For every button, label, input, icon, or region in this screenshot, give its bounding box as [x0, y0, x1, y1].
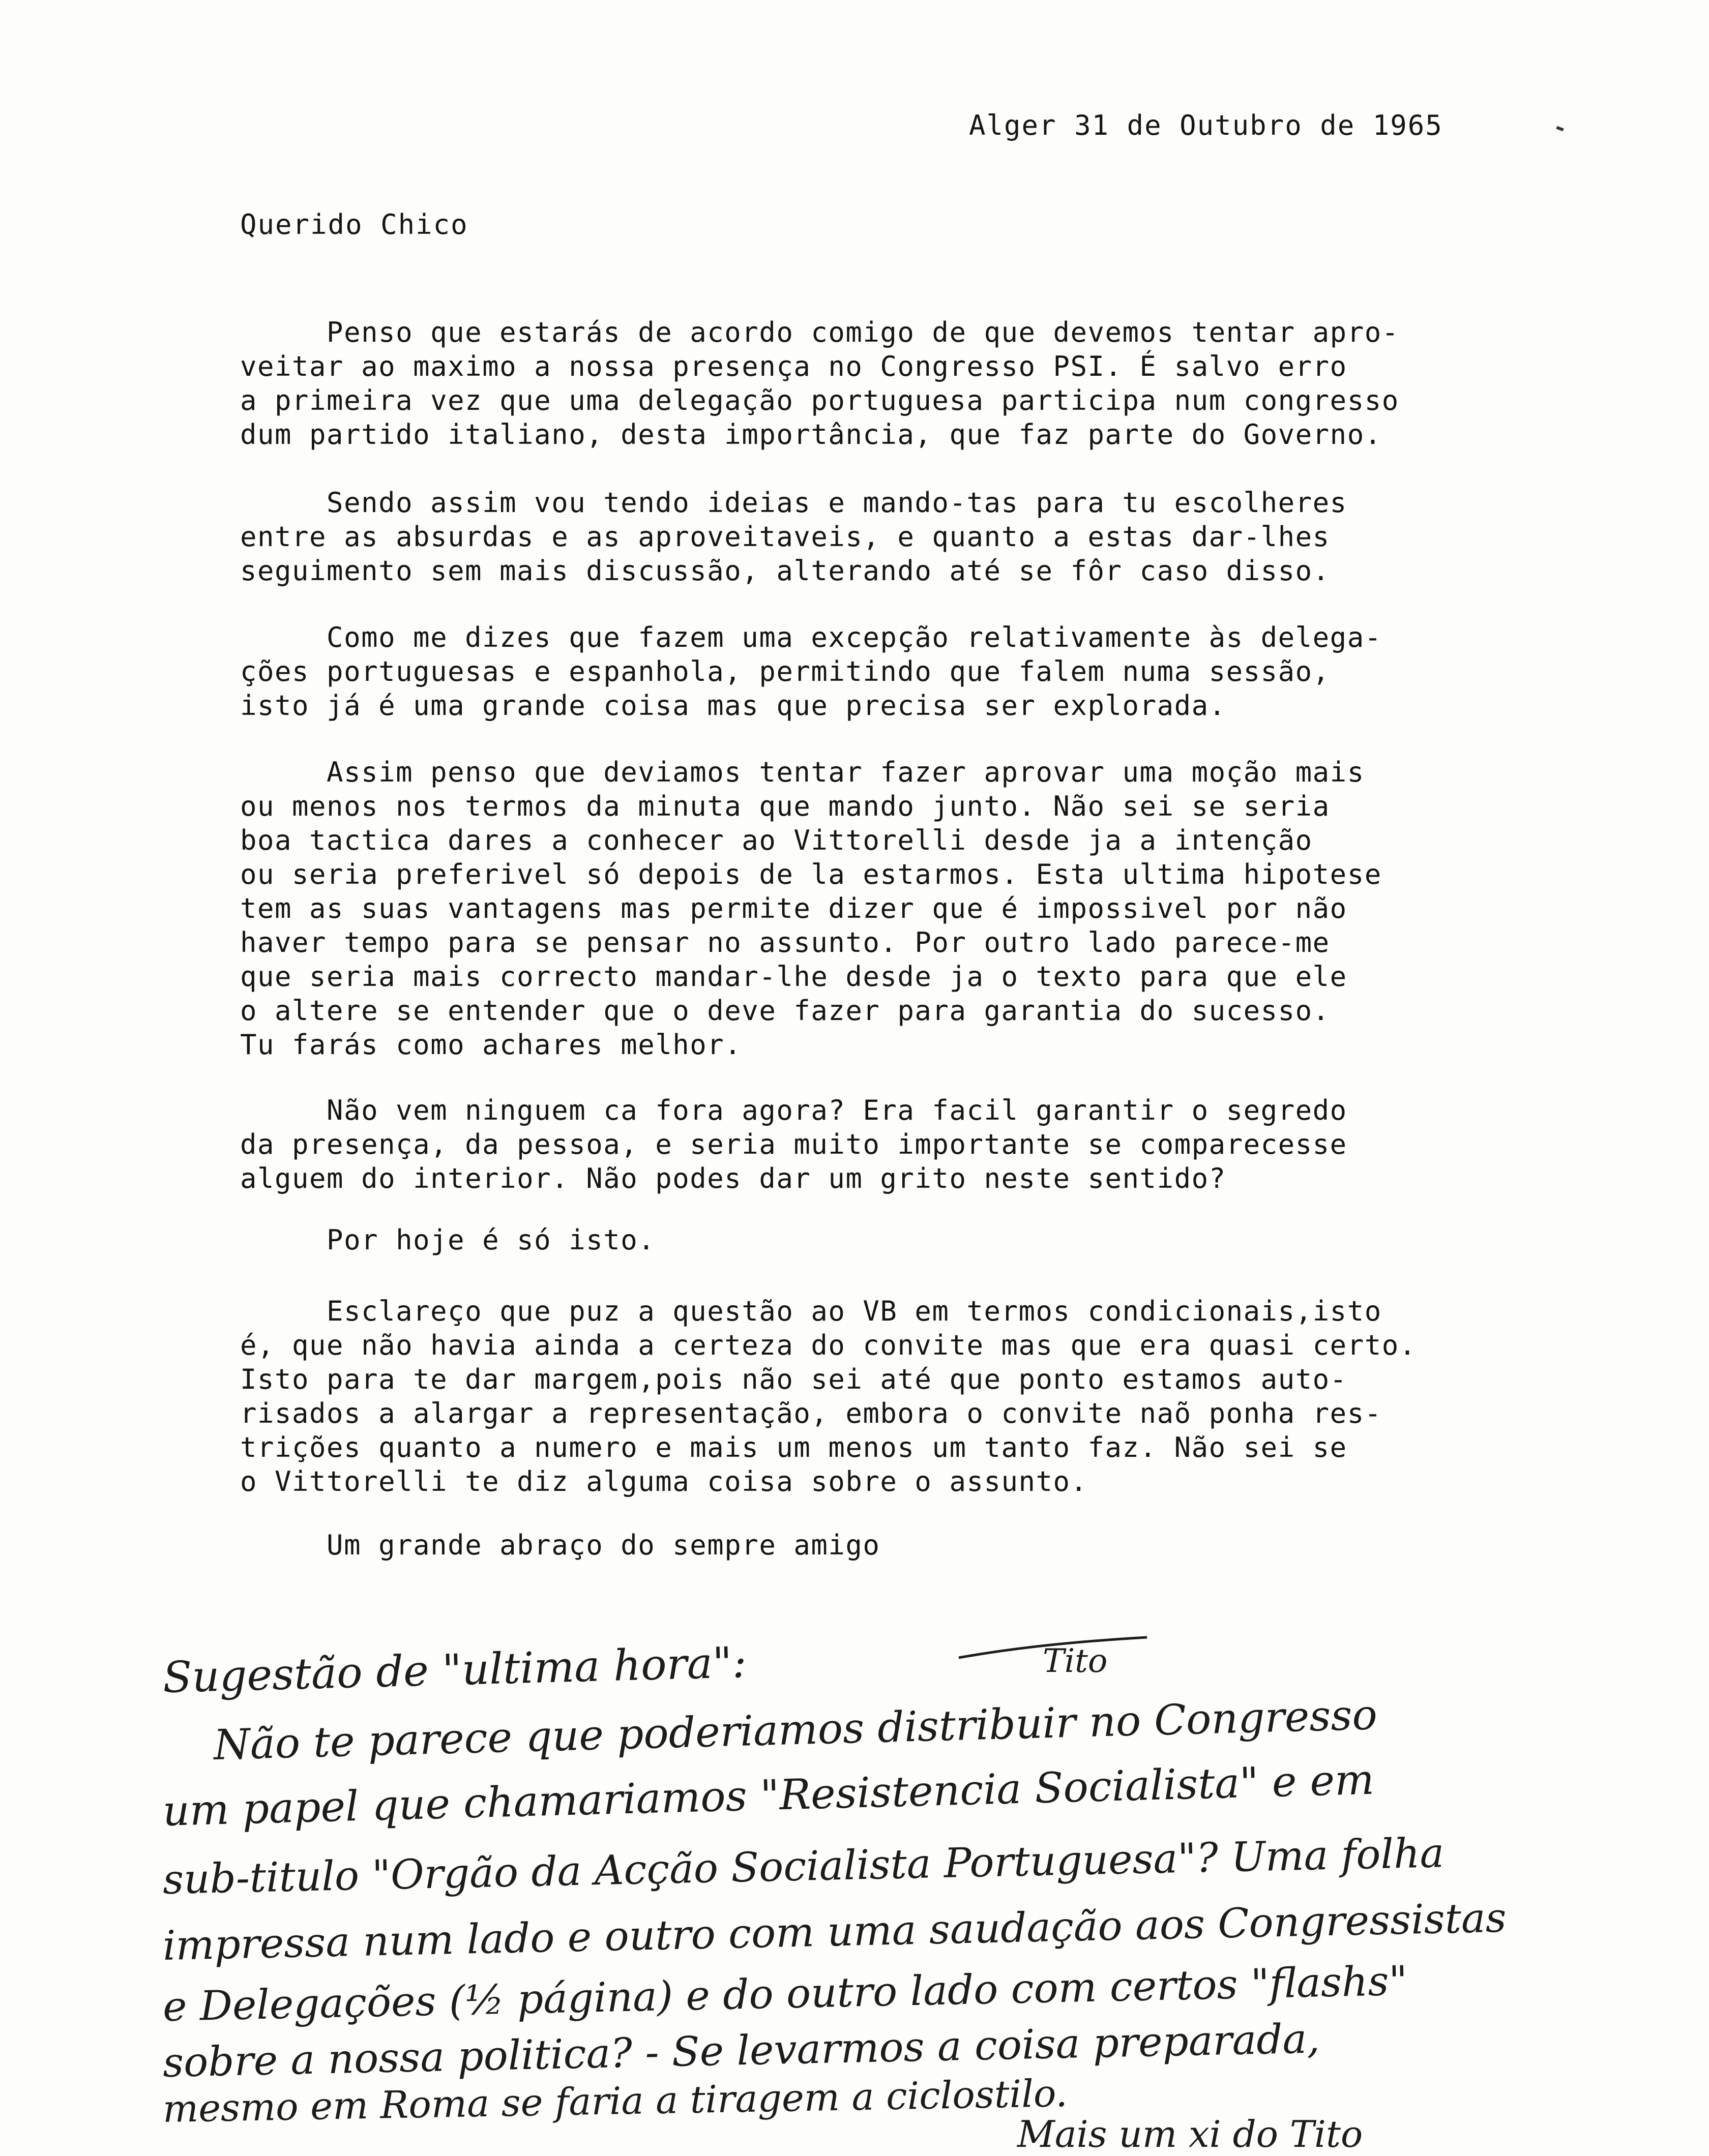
paragraph-line: tem as suas vantagens mas permite dizer que é impossivel por não: [240, 892, 1347, 924]
handwritten-line: mesmo em Roma se faria a tiragem a ciclostilo.: [162, 2071, 1068, 2131]
paragraph-line: Não vem ninguem ca fora agora? Era facil garantir o segredo: [240, 1094, 1347, 1126]
paragraph-8: [240, 1528, 880, 1562]
paragraph-line: veitar ao maximo a nossa presença no Congresso PSI. É salvo erro: [240, 350, 1347, 382]
paragraph-line: Isto para te dar margem,pois não sei até que ponto estamos auto-: [240, 1363, 1347, 1395]
paragraph-2: [240, 486, 1347, 588]
paragraph-line: isto já é uma grande coisa mas que precisa ser explorada.: [240, 690, 1226, 722]
paragraph-3: [240, 620, 1382, 723]
paragraph-line: a primeira vez que uma delegação portuguesa participa num congresso: [240, 384, 1399, 416]
handwritten-line: Não te parece que poderiamos distribuir no Congresso: [213, 1691, 1378, 1770]
paragraph-line: risados a alargar a representação, embora o convite naõ ponha res-: [240, 1397, 1382, 1429]
paragraph-line: da presença, da pessoa, e seria muito importante se comparecesse: [240, 1128, 1347, 1160]
paragraph-7: [240, 1294, 1417, 1499]
handwritten-closing: Mais um xi do Tito: [1017, 2113, 1363, 2155]
paragraph-line: Um grande abraço do sempre amigo: [240, 1529, 880, 1561]
paragraph-line: Penso que estarás de acordo comigo de que devemos tentar apro-: [240, 316, 1399, 348]
dateline: Alger 31 de Outubro de 1965: [969, 109, 1443, 141]
handwritten-line: sobre a nossa politica? - Se levarmos a coisa preparada,: [162, 2015, 1320, 2086]
paragraph-line: dum partido italiano, desta importância, que faz parte do Governo.: [240, 418, 1382, 451]
paragraph-line: Por hoje é só isto.: [240, 1224, 656, 1256]
paragraph-line: Como me dizes que fazem uma excepção relativamente às delega-: [240, 621, 1382, 653]
paragraph-line: ções portuguesas e espanhola, permitindo que falem numa sessão,: [240, 655, 1330, 687]
paragraph-4: [240, 755, 1382, 1062]
signature: Tito: [1043, 1642, 1108, 1680]
paragraph-line: ou menos nos termos da minuta que mando junto. Não sei se seria: [240, 790, 1330, 822]
paragraph-1: [240, 315, 1399, 452]
paragraph-line: Esclareço que puz a questão ao VB em termos condicionais,isto: [240, 1295, 1382, 1327]
paragraph-line: ou seria preferivel só depois de la estarmos. Esta ultima hipotese: [240, 858, 1382, 890]
salutation: Querido Chico: [240, 208, 468, 241]
paragraph-line: haver tempo para se pensar no assunto. Por outro lado parece-me: [240, 926, 1330, 959]
paragraph-line: entre as absurdas e as aproveitaveis, e quanto a estas dar-lhes: [240, 521, 1330, 553]
paragraph-line: o Vittorelli te diz alguma coisa sobre o assunto.: [240, 1465, 1088, 1498]
handwritten-line: um papel que chamariamos "Resistencia Socialista" e em: [162, 1755, 1375, 1836]
stray-mark: [1556, 126, 1564, 131]
paragraph-line: Tu farás como achares melhor.: [240, 1029, 742, 1061]
paragraph-line: alguem do interior. Não podes dar um grito neste sentido?: [240, 1162, 1226, 1194]
paragraph-line: seguimento sem mais discussão, alterando até se fôr caso disso.: [240, 555, 1330, 587]
paragraph-line: Sendo assim vou tendo ideias e mando-tas para tu escolheres: [240, 487, 1347, 519]
paragraph-6: [240, 1223, 655, 1257]
handwritten-line: impressa num lado e outro com uma saudação aos Congressistas: [162, 1894, 1507, 1969]
paragraph-5: [240, 1093, 1347, 1195]
paragraph-line: é, que não havia ainda a certeza do convite mas que era quasi certo.: [240, 1329, 1417, 1361]
paragraph-line: boa tactica dares a conhecer ao Vittorelli desde ja a intenção: [240, 824, 1313, 856]
paragraph-line: trições quanto a numero e mais um menos um tanto faz. Não sei se: [240, 1431, 1347, 1463]
paragraph-line: o altere se entender que o deve fazer para garantia do sucesso.: [240, 995, 1330, 1027]
handwritten-line: Sugestão de "ultima hora":: [162, 1637, 747, 1702]
paragraph-line: Assim penso que deviamos tentar fazer aprovar uma moção mais: [240, 756, 1365, 788]
handwritten-line: e Delegações (½ página) e do outro lado com certos "flashs": [162, 1957, 1408, 2030]
paragraph-line: que seria mais correcto mandar-lhe desde ja o texto para que ele: [240, 961, 1347, 993]
handwritten-line: sub-titulo "Orgão da Acção Socialista Portuguesa"? Uma folha: [162, 1829, 1445, 1903]
